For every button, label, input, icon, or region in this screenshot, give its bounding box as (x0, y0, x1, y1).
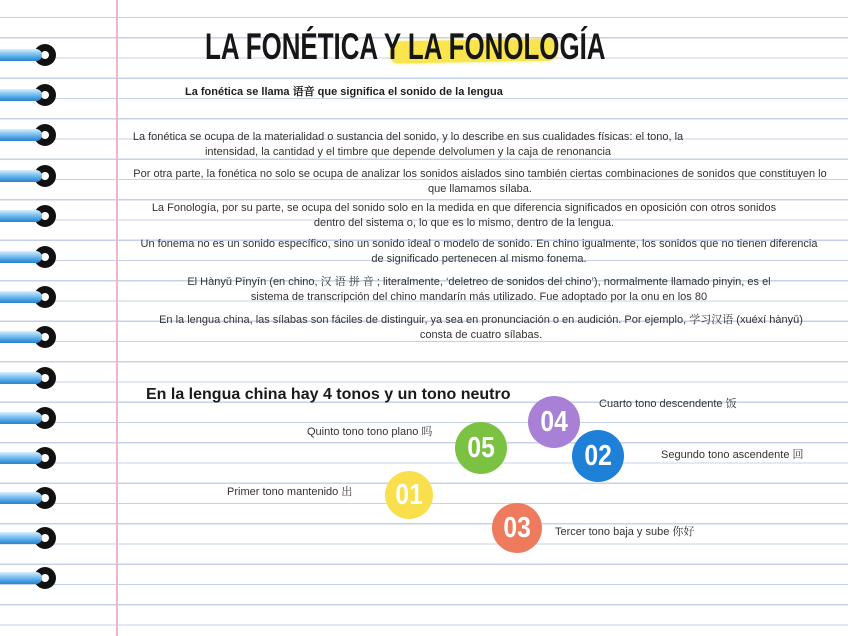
paragraph (129, 275, 829, 305)
paragraph (114, 201, 814, 231)
spiral-ring (0, 526, 58, 550)
tone-number: 03 (503, 511, 531, 544)
paragraph-line: En la lengua china, las sílabas son fáciles de distinguir, ya sea en pronunciación o en audición. Por ejemplo, 学习汉语 (xuéxí hànyǔ) (159, 314, 803, 326)
spiral-wire (0, 532, 42, 544)
spiral-ring (0, 446, 58, 470)
spiral-wire (0, 251, 42, 263)
spiral-ring (0, 566, 58, 590)
spiral-wire (0, 129, 42, 141)
tone-label: Cuarto tono descendente 饭 (599, 398, 737, 410)
tone-number-badge (528, 396, 580, 448)
spiral-hole-center (41, 374, 49, 382)
paragraph-line: sistema de transcripción del chino mandarín más utilizado. Fue adoptado por la onu en los 80 (250, 291, 708, 303)
spiral-ring (0, 325, 58, 349)
tone-label: Tercer tono baja y sube 你好 (555, 526, 695, 538)
spiral-wire (0, 372, 42, 384)
spiral-hole-center (41, 293, 49, 301)
tone-label: Segundo tono ascendente 回 (661, 449, 804, 461)
tone-number: 05 (467, 431, 495, 464)
paragraph (108, 130, 708, 160)
spiral-ring (0, 43, 58, 67)
spiral-hole-center (41, 172, 49, 180)
spiral-ring (0, 486, 58, 510)
margin-line (116, 0, 118, 636)
spiral-wire (0, 89, 42, 101)
paragraph-line: intensidad, la cantidad y el timbre que depende delvolumen y la caja de renonancia (204, 146, 612, 158)
paragraph-line: dentro del sistema o, lo que es lo mismo, dentro de la lengua. (313, 217, 615, 229)
spiral-hole-center (41, 253, 49, 261)
spiral-ring (0, 366, 58, 390)
tone-number: 01 (395, 478, 423, 511)
paragraph (123, 237, 835, 267)
spiral-wire (0, 331, 42, 343)
tone-number-badge (572, 430, 624, 482)
tones-heading: En la lengua china hay 4 tonos y un tono neutro (146, 386, 511, 403)
tone-label: Quinto tono tono plano 吗 (307, 426, 433, 438)
spiral-ring (0, 83, 58, 107)
tone-label: Primer tono mantenido 出 (227, 486, 353, 498)
spiral-wire (0, 452, 42, 464)
spiral-ring (0, 285, 58, 309)
spiral-binding (0, 0, 60, 636)
spiral-hole-center (41, 333, 49, 341)
paragraph-line: La fonética se ocupa de la materialidad o sustancia del sonido, y lo describe en sus cualidades físicas: el tono, la (132, 131, 684, 143)
spiral-hole-center (41, 454, 49, 462)
spiral-wire (0, 210, 42, 222)
tone-number-badge (455, 422, 507, 474)
tone-number-badge (492, 503, 542, 553)
spiral-hole-center (41, 534, 49, 542)
spiral-wire (0, 492, 42, 504)
spiral-ring (0, 164, 58, 188)
page-title: LA FONÉTICA Y LA FONOLOGÍA (205, 26, 606, 67)
spiral-wire (0, 170, 42, 182)
spiral-hole-center (41, 131, 49, 139)
spiral-hole-center (41, 212, 49, 220)
paragraph-line: La Fonología, por su parte, se ocupa del sonido solo en la medida en que diferencia significados en oposición con otros sonidos (151, 202, 777, 214)
paragraph-line: El Hànyǔ Pīnyīn (en chino, 汉 语 拼 音 ; literalmente, ‘deletreo de sonidos del chino’), normalmente llamado pinyin, es el (187, 276, 771, 288)
paragraph-line: de significado pertenecen al mismo fonema. (371, 253, 587, 265)
spiral-hole-center (41, 574, 49, 582)
subtitle: La fonética se llama 语音 que significa el sonido de la lengua (185, 86, 503, 98)
tone-number: 04 (540, 405, 568, 438)
spiral-wire (0, 291, 42, 303)
spiral-ring (0, 204, 58, 228)
spiral-ring (0, 123, 58, 147)
spiral-wire (0, 412, 42, 424)
spiral-hole-center (41, 414, 49, 422)
spiral-wire (0, 49, 42, 61)
tone-number: 02 (584, 439, 612, 472)
spiral-wire (0, 572, 42, 584)
spiral-hole-center (41, 51, 49, 59)
paragraph (131, 313, 831, 343)
paragraph (122, 167, 838, 197)
paragraph-line: Un fonema no es un sonido específico, sino un sonido ideal o modelo de sonido. En chino igualmente, los sonidos que no tienen diferencia (140, 238, 818, 250)
spiral-hole-center (41, 494, 49, 502)
tone-number-badge (385, 471, 433, 519)
paragraph-line: que llamamos sílaba. (428, 183, 532, 195)
paragraph-line: consta de cuatro sílabas. (419, 329, 543, 341)
spiral-ring (0, 245, 58, 269)
spiral-hole-center (41, 91, 49, 99)
paragraph-line: Por otra parte, la fonética no solo se ocupa de analizar los sonidos aislados sino también ciertas combinaciones de sonidos que constituyen lo (133, 168, 827, 180)
spiral-ring (0, 406, 58, 430)
